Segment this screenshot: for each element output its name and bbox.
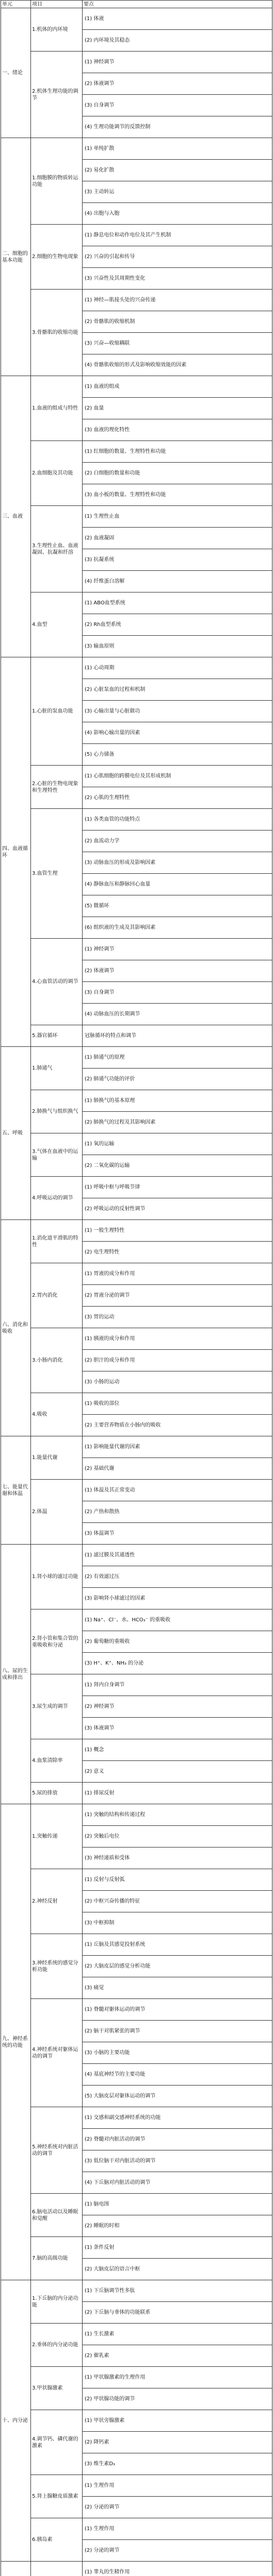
unit-cell: 四、血液循环 [1, 657, 31, 1047]
item-cell: 5.肾上腺糖皮质激素 [31, 2475, 83, 2518]
table-row [1, 1804, 272, 1826]
item-cell: 1.机体的内环境 [31, 8, 83, 52]
point-cell: (1) 心动周期 [83, 657, 272, 679]
point-cell: (2) 心肌的生理特性 [83, 787, 272, 809]
point-cell: (2) 血量 [83, 398, 272, 419]
point-cell: (3) 血小板的数量、生理特性和功能 [83, 484, 272, 506]
point-cell: (1) 神经—肌接头处的兴奋传递 [83, 290, 272, 311]
syllabus-table [1, 0, 272, 2576]
table-row [1, 1047, 272, 1069]
point-cell: (1) 影响能量代谢的因素 [83, 1436, 272, 1458]
point-cell: (2) 基础代谢 [83, 1458, 272, 1480]
table-row [1, 766, 272, 787]
point-cell: (1) 一般生理特性 [83, 1220, 272, 1242]
point-cell: (1) 脑电图 [83, 2194, 272, 2215]
table-row [1, 506, 272, 528]
table-row [1, 1999, 272, 2021]
item-cell: 1.突触传递 [31, 1804, 83, 1869]
point-cell: (4) 基底神经节的主要功能 [83, 2064, 272, 2086]
point-cell: (3) 兴奋性及其周期性变化 [83, 268, 272, 290]
item-cell: 5.器官循环 [31, 1025, 83, 1047]
table-row [1, 1220, 272, 1242]
table-row [1, 2107, 272, 2129]
point-cell: (3) 体液调节 [83, 1718, 272, 1739]
table-row [1, 1393, 272, 1415]
point-cell: (4) 出胞与入胞 [83, 203, 272, 225]
unit-cell: 一、绪论 [1, 8, 31, 138]
point-cell: (3) 心输出量与心脏做功 [83, 701, 272, 722]
point-cell: (1) 神经调节 [83, 939, 272, 960]
point-cell: (4) 静脉血压和静脉回心血量 [83, 874, 272, 895]
item-cell: 3.血管生理 [31, 809, 83, 939]
table-row [1, 2324, 272, 2345]
point-cell: (3) 动脉血压的形成及影响因素 [83, 852, 272, 874]
point-cell: (1) 滤过膜及其通透性 [83, 1545, 272, 1566]
table-header-row [1, 1, 272, 8]
item-cell: 1.细胞膜的物质转运功能 [31, 138, 83, 225]
point-cell: (3) 中枢抑制 [83, 1912, 272, 1934]
point-cell: (2) Rh血型系统 [83, 614, 272, 636]
point-cell: (2) 二氧化碳的运输 [83, 1155, 272, 1177]
point-cell: (2) 呼吸运动的反射性调节 [83, 1198, 272, 1220]
point-cell: (1) 神经调节 [83, 52, 272, 73]
table-row [1, 290, 272, 311]
point-cell: (1) 生理作用 [83, 2518, 272, 2540]
table-row [1, 1436, 272, 1458]
point-cell: (2) 分泌的调节 [83, 2540, 272, 2562]
point-cell: (2) 内环境及其稳态 [83, 30, 272, 52]
item-cell [31, 2562, 83, 2576]
point-cell: (2) 主要营养物质在小肠内的吸收 [83, 1415, 272, 1436]
point-cell: (4) 生理功能调节的反馈控制 [83, 116, 272, 138]
table-row [1, 2237, 272, 2259]
point-cell: (3) 体温调节 [83, 1523, 272, 1545]
point-cell: (1) 体液 [83, 8, 272, 30]
point-cell: (1) 肾内自身调节 [83, 1674, 272, 1696]
item-cell: 4.呼吸运动的调节 [31, 1177, 83, 1220]
point-cell: (3) 输血原则 [83, 636, 272, 657]
item-cell: 6.胰岛素 [31, 2518, 83, 2562]
point-cell: (4) 纤维蛋白溶解 [83, 571, 272, 592]
table-row [1, 1480, 272, 1501]
item-cell: 4.吸收 [31, 1393, 83, 1436]
table-row [1, 2194, 272, 2215]
table-row [1, 1328, 272, 1350]
table-row [1, 52, 272, 73]
item-cell: 3.尿生成的调节 [31, 1674, 83, 1739]
point-cell: (2) 骨骼肌的收缩机制 [83, 311, 272, 333]
table-row [1, 376, 272, 398]
point-cell: (3) 自身调节 [83, 982, 272, 1004]
point-cell: (3) 神经递质和受体 [83, 1848, 272, 1869]
point-cell: (1) 肺通气的原理 [83, 1047, 272, 1069]
table-row [1, 2280, 272, 2302]
point-cell: (1) 胰液的成分和作用 [83, 1328, 272, 1350]
point-cell: (4) 影响心输出量的因素 [83, 722, 272, 744]
point-cell: (2) 分泌的调节 [83, 2497, 272, 2518]
point-cell: (2) 脊髓对内脏活动的调节 [83, 2129, 272, 2150]
point-cell: (1) 静息电位和动作电位及其产生机制 [83, 225, 272, 246]
point-cell: (1) 睾丸的生精作用 [83, 2562, 272, 2576]
item-cell: 1.心脏的泵血功能 [31, 657, 83, 766]
point-cell: (1) 下丘脑调节性多肽 [83, 2280, 272, 2302]
point-cell: (1) 脊髓对躯体运动的调节 [83, 1999, 272, 2021]
item-cell: 1.血液的组成与特性 [31, 376, 83, 441]
point-cell: (1) 红细胞的数量、生理特性和功能 [83, 441, 272, 463]
point-cell: (4) 下丘脑对内脏活动的调节 [83, 2172, 272, 2194]
table-body [1, 8, 272, 2576]
item-cell: 4.神经系统对躯体运动的调节 [31, 1999, 83, 2107]
unit-cell: 十、内分泌 [1, 2280, 31, 2562]
item-cell: 7.脑的高级功能 [31, 2237, 83, 2280]
item-cell: 5.神经系统对内脏活动的调节 [31, 2107, 83, 2194]
unit-cell: 八、尿的生成和排出 [1, 1545, 31, 1804]
point-cell: (4) 骨骼肌收缩的形式及影响收缩效能的因素 [83, 354, 272, 376]
item-cell: 4.血浆清除率 [31, 1739, 83, 1783]
table-row [1, 1934, 272, 1956]
point-cell: (3) 低位脑干对内脏活动的调节 [83, 2150, 272, 2172]
item-cell: 2.垂体的内分泌功能 [31, 2324, 83, 2367]
point-cell: (1) 反射与反射弧 [83, 1869, 272, 1891]
point-cell: (3) 胃的运动 [83, 1307, 272, 1328]
table-row [1, 939, 272, 960]
point-cell: (5) 微循环 [83, 895, 272, 917]
point-cell: (2) 肺通气功能的评价 [83, 1069, 272, 1090]
point-cell: (2) 脑干对肌紧张的调节 [83, 2021, 272, 2042]
item-cell: 5.尿的排放 [31, 1783, 83, 1804]
unit-cell: 二、细胞的基本功能 [1, 138, 31, 376]
table-row [1, 2410, 272, 2432]
point-cell: 冠脉循环的特点和调节 [83, 1025, 272, 1047]
point-cell: (1) 氧的运输 [83, 1133, 272, 1155]
header-unit: 单元 [1, 1, 31, 8]
item-cell: 2.血细胞及其功能 [31, 441, 83, 506]
table-row [1, 1739, 272, 1761]
item-cell: 4.心血管活动的调节 [31, 939, 83, 1025]
point-cell: (2) 有效滤过压 [83, 1566, 272, 1588]
point-cell: (1) 甲状腺激素的生理作用 [83, 2367, 272, 2388]
point-cell: (1) 突触的结构和传递过程 [83, 1804, 272, 1826]
point-cell: (2) 产热和散热 [83, 1501, 272, 1523]
point-cell: (1) 单纯扩散 [83, 138, 272, 160]
table-row [1, 441, 272, 463]
point-cell: (3) 影响肾小球滤过的因素 [83, 1588, 272, 1609]
point-cell: (3) 抗凝系统 [83, 549, 272, 571]
point-cell: (2) 大脑皮层的语言中枢 [83, 2259, 272, 2280]
point-cell: (4) 动脉血压的长期调节 [83, 1004, 272, 1025]
point-cell: (1) 呼吸中枢与呼吸节律 [83, 1177, 272, 1198]
item-cell: 1.下丘脑的内分泌功能 [31, 2280, 83, 2324]
point-cell: (2) 血液凝固 [83, 528, 272, 549]
point-cell: (1) Na⁺、Cl⁻、水、HCO₃⁻ 的重吸收 [83, 1609, 272, 1631]
point-cell: (2) 体液调节 [83, 960, 272, 982]
unit-cell: 九、神经系统的功能 [1, 1804, 31, 2280]
table-row [1, 2562, 272, 2576]
table-row [1, 1263, 272, 1285]
unit-cell: 三、血液 [1, 376, 31, 657]
point-cell: (2) 降钙素 [83, 2432, 272, 2453]
table-row [1, 1133, 272, 1155]
point-cell: (1) 体温及其正常变动 [83, 1480, 272, 1501]
item-cell: 4.调节钙、磷代谢的激素 [31, 2410, 83, 2475]
item-cell: 2.肺换气与组织换气 [31, 1090, 83, 1133]
table-row [1, 138, 272, 160]
point-cell: (1) 各类血管的功能特点 [83, 809, 272, 831]
point-cell: (3) 小肠的运动 [83, 1371, 272, 1393]
point-cell: (2) 突触后电位 [83, 1826, 272, 1848]
point-cell: (2) 白细胞的数量和功能 [83, 463, 272, 484]
point-cell: (1) 生理作用 [83, 2475, 272, 2497]
point-cell: (2) 意义 [83, 1761, 272, 1783]
item-cell: 2.胃内消化 [31, 1263, 83, 1328]
table-row [1, 657, 272, 679]
item-cell: 3.神经系统的感觉分析功能 [31, 1934, 83, 1999]
point-cell: (2) 甲状腺功能的调节 [83, 2388, 272, 2410]
point-cell: (1) 甲状旁腺激素 [83, 2410, 272, 2432]
point-cell: (1) 交感和副交感神经系统的功能 [83, 2107, 272, 2129]
point-cell: (2) 睡眠的时相 [83, 2215, 272, 2237]
table-row [1, 1025, 272, 1047]
point-cell: (1) 心肌细胞的跨膜电位及其形成机制 [83, 766, 272, 787]
table-row [1, 2367, 272, 2388]
item-cell: 3.甲状腺激素 [31, 2367, 83, 2410]
point-cell: (2) 催乳素 [83, 2345, 272, 2367]
table-row [1, 1869, 272, 1891]
point-cell: (3) 维生素D₃ [83, 2453, 272, 2475]
point-cell: (3) 自身调节 [83, 95, 272, 116]
item-cell: 1.消化道平滑肌的特性 [31, 1220, 83, 1263]
table-row [1, 8, 272, 30]
item-cell: 3.生理性止血、血液凝固、抗凝和纤溶 [31, 506, 83, 592]
table-row [1, 225, 272, 246]
point-cell: (1) 丘脑及其感觉投射系统 [83, 1934, 272, 1956]
table-row [1, 1674, 272, 1696]
point-cell: (1) 胃液的成分和作用 [83, 1263, 272, 1285]
point-cell: (6) 组织液的生成及其影响因素 [83, 917, 272, 939]
item-cell: 1.肺通气 [31, 1047, 83, 1090]
point-cell: (3) 血液的理化特性 [83, 419, 272, 441]
point-cell: (2) 肺换气的过程及其影响因素 [83, 1112, 272, 1133]
table-row [1, 1090, 272, 1112]
point-cell: (2) 胃液分泌的调节 [83, 1285, 272, 1307]
header-item: 项目 [31, 1, 83, 8]
point-cell: (1) 吸收的部位 [83, 1393, 272, 1415]
item-cell: 3.骨骼肌的收缩功能 [31, 290, 83, 376]
point-cell: (1) 血液的组成 [83, 376, 272, 398]
table-row [1, 2475, 272, 2497]
point-cell: (1) 概念 [83, 1739, 272, 1761]
item-cell: 1.能量代谢 [31, 1436, 83, 1480]
point-cell: (2) 葡萄糖的重吸收 [83, 1631, 272, 1653]
table-row [1, 592, 272, 614]
point-cell: (1) 生长激素 [83, 2324, 272, 2345]
item-cell: 4.血型 [31, 592, 83, 657]
item-cell: 2.神经反射 [31, 1869, 83, 1934]
point-cell: (5) 心力储备 [83, 744, 272, 766]
point-cell: (2) 心脏泵血的过程和机制 [83, 679, 272, 701]
unit-cell [1, 2562, 31, 2576]
item-cell: 2.心脏的生物电现象和生理特性 [31, 766, 83, 809]
item-cell: 2.体温 [31, 1480, 83, 1545]
point-cell: (1) 排尿反射 [83, 1783, 272, 1804]
item-cell: 3.气体在血液中的运输 [31, 1133, 83, 1177]
point-cell: (2) 神经调节 [83, 1696, 272, 1718]
point-cell: (3) 主动转运 [83, 181, 272, 203]
table-row [1, 1177, 272, 1198]
point-cell: (1) 生理性止血 [83, 506, 272, 528]
table-row [1, 2518, 272, 2540]
point-cell: (2) 兴奋的引起和传导 [83, 246, 272, 268]
point-cell: (2) 大脑皮层的感觉分析功能 [83, 1956, 272, 1977]
item-cell: 6.脑电活动以及睡眠和觉醒 [31, 2194, 83, 2237]
point-cell: (2) 中枢兴奋传播的特征 [83, 1891, 272, 1912]
item-cell: 3.小肠内消化 [31, 1328, 83, 1393]
point-cell: (2) 电生理特性 [83, 1242, 272, 1263]
table-row [1, 1783, 272, 1804]
point-cell: (3) 痛觉 [83, 1977, 272, 1999]
table-row [1, 1545, 272, 1566]
point-cell: (2) 易化扩散 [83, 160, 272, 181]
point-cell: (1) 肺换气的基本原理 [83, 1090, 272, 1112]
point-cell: (3) 兴奋—收缩耦联 [83, 333, 272, 354]
point-cell: (2) 血流动力学 [83, 831, 272, 852]
table-row [1, 809, 272, 831]
unit-cell: 七、能量代谢和体温 [1, 1436, 31, 1545]
item-cell: 2.细胞的生物电现象 [31, 225, 83, 290]
header-point: 要点 [83, 1, 272, 8]
point-cell: (1) 条件反射 [83, 2237, 272, 2259]
point-cell: (5) 大脑皮层对躯体运动的调节 [83, 2086, 272, 2107]
point-cell: (1) ABO血型系统 [83, 592, 272, 614]
point-cell: (2) 胆汁的成分和作用 [83, 1350, 272, 1371]
point-cell: (3) H⁺、K⁺、NH₃ 的分泌 [83, 1653, 272, 1674]
point-cell: (3) 小脑的主要功能 [83, 2042, 272, 2064]
item-cell: 1.肾小球的滤过功能 [31, 1545, 83, 1609]
unit-cell: 六、消化和吸收 [1, 1220, 31, 1436]
item-cell: 2.机体生理功能的调节 [31, 52, 83, 138]
unit-cell: 五、呼吸 [1, 1047, 31, 1220]
point-cell: (2) 体液调节 [83, 73, 272, 95]
item-cell: 2.肾小管和集合管的重吸收和分泌 [31, 1609, 83, 1674]
table-row [1, 1609, 272, 1631]
point-cell: (2) 下丘脑与垂体的功能联系 [83, 2302, 272, 2324]
